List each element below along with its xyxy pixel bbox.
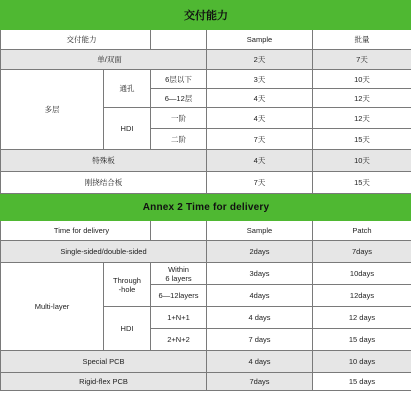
en-through-hole-line1: Through [113, 275, 141, 285]
en-hdi-2n2-sample: 7 days [207, 329, 313, 351]
en-hdi-2n2-batch: 15 days [313, 329, 411, 351]
cn-layers-under-6: 6层以下 [151, 70, 207, 89]
cn-single-double-row [1, 50, 411, 70]
cn-hdi-first-order-batch: 12天 [313, 108, 411, 129]
en-rigid-flex-row [1, 373, 411, 391]
en-single-double-sample: 2days [207, 241, 313, 263]
en-hdi-label: HDI [104, 307, 151, 351]
cn-special-sample: 4天 [207, 150, 313, 172]
en-special-sample: 4 days [207, 351, 313, 373]
en-through-hole-label [104, 263, 151, 307]
en-rigid-flex-label: Rigid-flex PCB [1, 373, 207, 391]
cn-layers-6-12: 6—12层 [151, 89, 207, 108]
cn-title-row [1, 1, 411, 30]
en-multilayer-label: Multi-layer [1, 263, 104, 351]
en-hdi-1n1-sample: 4 days [207, 307, 313, 329]
en-header-row [1, 221, 411, 241]
en-header-batch: Patch [313, 221, 411, 241]
en-special-row [1, 351, 411, 373]
en-multilayer-row-1 [1, 263, 411, 285]
en-layers-6-12-batch: 12days [313, 285, 411, 307]
cn-layers-6-12-batch: 12天 [313, 89, 411, 108]
cn-layers-6-12-sample: 4天 [207, 89, 313, 108]
en-within-6-layers [151, 263, 207, 285]
cn-header-label: 交付能力 [1, 30, 151, 50]
cn-header-sample: Sample [207, 30, 313, 50]
cn-rigid-flex-sample: 7天 [207, 172, 313, 194]
en-single-double-row [1, 241, 411, 263]
en-rigid-flex-sample: 7days [207, 373, 313, 391]
en-title-row [1, 194, 411, 221]
cn-hdi-label: HDI [104, 108, 151, 150]
en-hdi-2n2: 2+N+2 [151, 329, 207, 351]
cn-title: 交付能力 [1, 1, 411, 30]
cn-hdi-second-order-batch: 15天 [313, 129, 411, 150]
cn-hdi-second-order: 二阶 [151, 129, 207, 150]
en-single-double-batch: 7days [313, 241, 411, 263]
cn-special-batch: 10天 [313, 150, 411, 172]
cn-header-row [1, 30, 411, 50]
en-hdi-1n1: 1+N+1 [151, 307, 207, 329]
en-layers-6-12-sample: 4days [207, 285, 313, 307]
cn-rigid-flex-label: 刚挠结合板 [1, 172, 207, 194]
cn-single-double-label: 单/双面 [1, 50, 207, 70]
en-header-blank [151, 221, 207, 241]
en-special-batch: 10 days [313, 351, 411, 373]
cn-header-batch: 批量 [313, 30, 411, 50]
en-rigid-flex-batch: 15 days [313, 373, 411, 391]
cn-layers-under-6-batch: 10天 [313, 70, 411, 89]
cn-through-hole-label: 通孔 [104, 70, 151, 108]
en-header-label: Time for delivery [1, 221, 151, 241]
en-single-double-label: Single-sided/double-sided [1, 241, 207, 263]
cn-rigid-flex-row [1, 172, 411, 194]
cn-single-double-sample: 2天 [207, 50, 313, 70]
en-layers-6-12: 6—12layers [151, 285, 207, 307]
en-header-sample: Sample [207, 221, 313, 241]
cn-multilayer-row-1 [1, 70, 411, 89]
en-hdi-1n1-batch: 12 days [313, 307, 411, 329]
cn-special-row [1, 150, 411, 172]
en-within-6-layers-sample: 3days [207, 263, 313, 285]
cn-rigid-flex-batch: 15天 [313, 172, 411, 194]
en-within-6-layers-line2: 6 layers [165, 273, 192, 283]
cn-special-label: 特殊板 [1, 150, 207, 172]
cn-hdi-first-order: 一阶 [151, 108, 207, 129]
cn-layers-under-6-sample: 3天 [207, 70, 313, 89]
en-title: Annex 2 Time for delivery [1, 194, 411, 221]
en-within-6-layers-line1: Within [168, 264, 189, 274]
cn-single-double-batch: 7天 [313, 50, 411, 70]
en-through-hole-line2: -hole [118, 284, 136, 294]
cn-hdi-second-order-sample: 7天 [207, 129, 313, 150]
cn-multilayer-label: 多层 [1, 70, 104, 150]
en-within-6-layers-batch: 10days [313, 263, 411, 285]
cn-hdi-first-order-sample: 4天 [207, 108, 313, 129]
cn-header-blank [151, 30, 207, 50]
en-special-label: Special PCB [1, 351, 207, 373]
